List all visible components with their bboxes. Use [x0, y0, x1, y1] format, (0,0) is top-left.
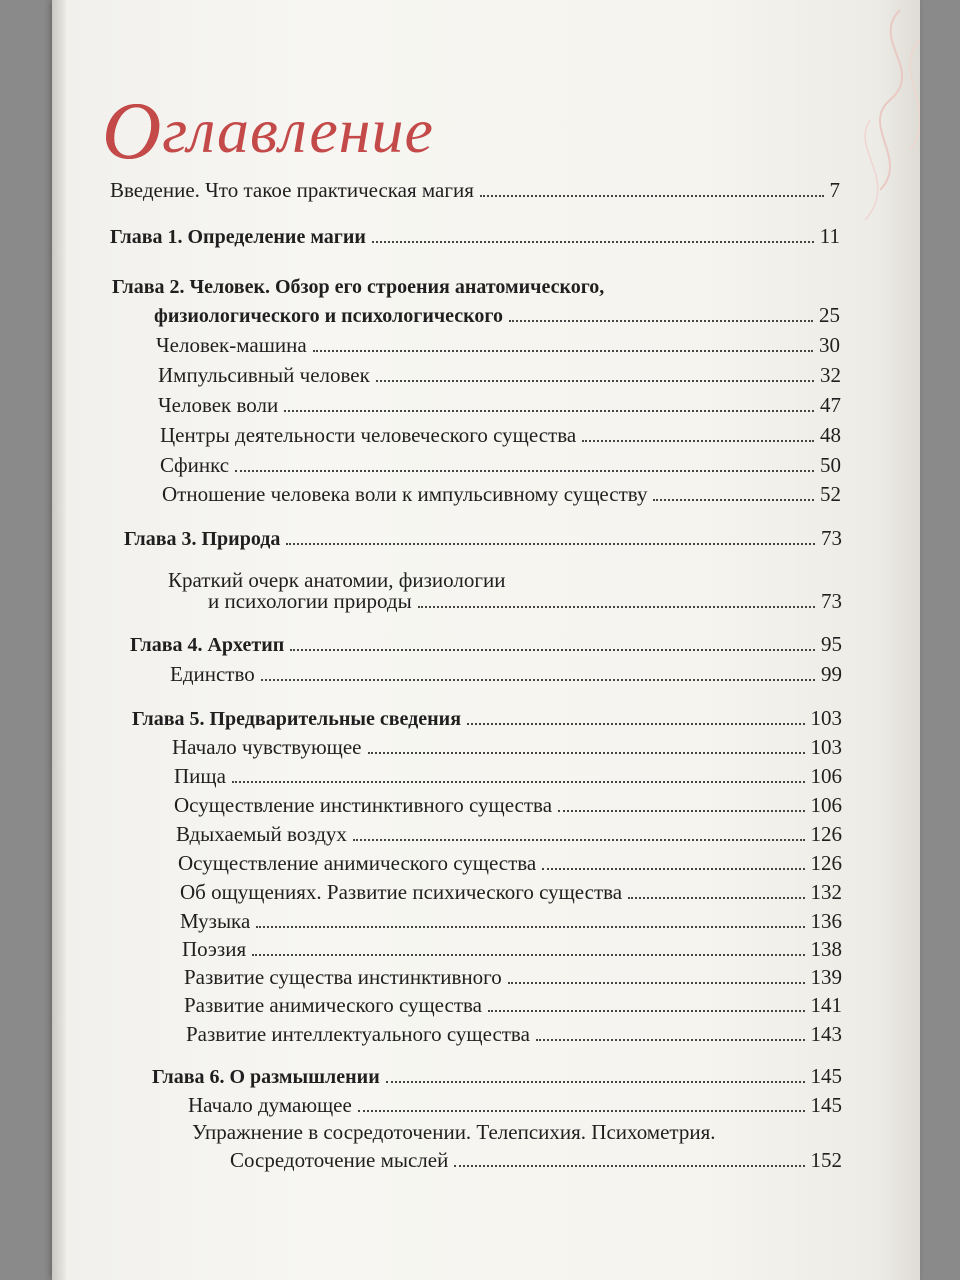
dot-leader — [261, 679, 815, 681]
toc-entry-title: Отношение человека воли к импульсивному существу — [162, 482, 648, 506]
toc-entry-title: Глава 1. Определение магии — [110, 226, 366, 248]
toc-section — [156, 333, 840, 358]
toc-section — [176, 822, 842, 847]
toc-page-number: 73 — [821, 589, 842, 613]
toc-section — [174, 793, 842, 818]
toc-entry-title: Развитие существа инстинктивного — [184, 965, 502, 989]
toc-entry-title: Осуществление инстинктивного существа — [174, 793, 553, 817]
toc-section — [192, 1120, 716, 1145]
toc-page-number: 11 — [819, 224, 840, 248]
toc-section — [180, 880, 842, 905]
toc-entry-title: Единство — [170, 662, 255, 686]
toc-page-number: 52 — [820, 482, 841, 506]
dot-leader — [467, 723, 804, 725]
dot-leader — [372, 241, 814, 243]
dot-leader — [256, 926, 804, 928]
dot-leader — [488, 1010, 805, 1012]
toc-chapter — [110, 224, 840, 249]
dot-leader — [418, 606, 815, 608]
toc-entry-title: Глава 4. Архетип — [130, 634, 285, 656]
toc-entry-title: Глава 5. Предварительные сведения — [132, 708, 462, 730]
toc-section-continued — [230, 1148, 842, 1173]
toc-page-number: 152 — [810, 1148, 842, 1172]
dot-leader — [252, 954, 804, 956]
toc-page-number: 139 — [810, 965, 842, 989]
toc-entry-title: Начало чувствующее — [172, 735, 362, 759]
toc-entry-title: Развитие анимического существа — [184, 993, 482, 1017]
toc-page-number: 47 — [820, 393, 841, 417]
toc-entry-title: Импульсивный человек — [158, 363, 370, 387]
dot-leader — [232, 781, 805, 783]
toc-entry-title: физиологического и психологического — [154, 305, 503, 327]
toc-entry-title: Поэзия — [182, 937, 247, 961]
dot-leader — [386, 1081, 805, 1083]
toc-page-number: 95 — [821, 632, 842, 656]
toc-section-continued — [208, 589, 842, 614]
toc-page-number: 106 — [810, 764, 842, 788]
toc-page-number: 143 — [810, 1022, 842, 1046]
toc-section — [178, 851, 842, 876]
toc-chapter — [112, 276, 604, 299]
toc-page-number: 126 — [810, 822, 842, 846]
dot-leader — [284, 410, 814, 412]
toc-entry-title: Человек-машина — [156, 333, 307, 357]
title-rest: главление — [162, 95, 434, 166]
toc-entry-title: Начало думающее — [188, 1093, 352, 1117]
dot-leader — [376, 380, 814, 382]
toc-page-number: 30 — [819, 333, 840, 357]
toc-entry-title: Введение. Что такое практическая магия — [110, 178, 474, 202]
toc-entry-title: Осуществление анимического существа — [178, 851, 537, 875]
toc-page-number: 136 — [810, 909, 842, 933]
toc-page-number: 103 — [810, 735, 842, 759]
dot-leader — [509, 320, 813, 322]
dot-leader — [454, 1165, 804, 1167]
toc-entry-title: Глава 2. Человек. Обзор его строения анатомического, — [112, 276, 605, 298]
toc-section — [186, 1022, 842, 1047]
toc-page-number: 145 — [810, 1093, 842, 1117]
toc-chapter — [152, 1064, 842, 1089]
toc-page-number: 25 — [819, 303, 840, 327]
dot-leader — [286, 543, 815, 545]
dot-leader — [653, 499, 814, 501]
toc-entry-title: Человек воли — [158, 393, 279, 417]
toc-chapter — [124, 526, 842, 551]
dot-leader — [508, 982, 805, 984]
toc-section — [158, 363, 841, 388]
book-page — [52, 0, 920, 1280]
toc-entry — [110, 178, 840, 203]
toc-entry-title: Упражнение в сосредоточении. Телепсихия. Психометрия. — [192, 1120, 716, 1144]
toc-entry-title: Глава 3. Природа — [124, 528, 281, 550]
toc-page-number: 99 — [821, 662, 842, 686]
dot-leader — [542, 868, 804, 870]
toc-entry-title: и психологии природы — [208, 589, 412, 613]
toc-page-number: 106 — [810, 793, 842, 817]
toc-section — [170, 662, 842, 687]
toc-entry-title: Глава 6. О размышлении — [152, 1066, 380, 1088]
toc-section — [184, 993, 842, 1018]
toc-section — [174, 764, 842, 789]
dot-leader — [536, 1039, 805, 1041]
toc-section — [182, 937, 842, 962]
toc-entry-title: Сфинкс — [160, 453, 230, 477]
toc-section — [158, 393, 841, 418]
dot-leader — [353, 839, 805, 841]
dot-leader — [313, 350, 813, 352]
toc-section — [180, 909, 842, 934]
toc-entry-title: Музыка — [180, 909, 251, 933]
dot-leader — [582, 440, 814, 442]
dot-leader — [480, 195, 824, 197]
toc-entry-title: Пища — [174, 764, 226, 788]
toc-entry-title: Развитие интеллектуального существа — [186, 1022, 530, 1046]
toc-page-number: 50 — [820, 453, 841, 477]
toc-chapter — [132, 706, 842, 731]
toc-section — [160, 423, 841, 448]
toc-page-number: 126 — [810, 851, 842, 875]
toc-entry-title: Сосредоточение мыслей — [230, 1148, 449, 1172]
toc-page-number: 48 — [820, 423, 841, 447]
dot-leader — [628, 897, 804, 899]
dot-leader — [290, 649, 815, 651]
toc-page-number: 103 — [810, 706, 842, 730]
toc-section — [162, 482, 841, 507]
toc-entry-title: Об ощущениях. Развитие психического существа — [180, 880, 623, 904]
toc-chapter — [130, 632, 842, 657]
toc-page-number: 145 — [810, 1064, 842, 1088]
toc-entry-title: Центры деятельности человеческого существа — [160, 423, 577, 447]
dot-leader — [368, 752, 805, 754]
dot-leader — [358, 1110, 805, 1112]
toc-page-number: 141 — [810, 993, 842, 1017]
toc-page-number: 32 — [820, 363, 841, 387]
toc-section — [160, 453, 841, 478]
toc-page-number: 73 — [821, 526, 842, 550]
toc-section — [184, 965, 842, 990]
toc-page-number: 132 — [810, 880, 842, 904]
title-initial: О — [102, 85, 163, 176]
toc-entry-title: Вдыхаемый воздух — [176, 822, 347, 846]
toc-entry-title: Краткий очерк анатомии, физиологии — [168, 568, 506, 592]
dot-leader — [558, 810, 804, 812]
toc-page-number: 7 — [829, 178, 840, 202]
dot-leader — [235, 470, 814, 472]
toc-section — [188, 1093, 842, 1118]
toc-page-number: 138 — [810, 937, 842, 961]
table-of-contents — [52, 0, 920, 1280]
toc-chapter-continued — [154, 303, 840, 328]
toc-section — [172, 735, 842, 760]
